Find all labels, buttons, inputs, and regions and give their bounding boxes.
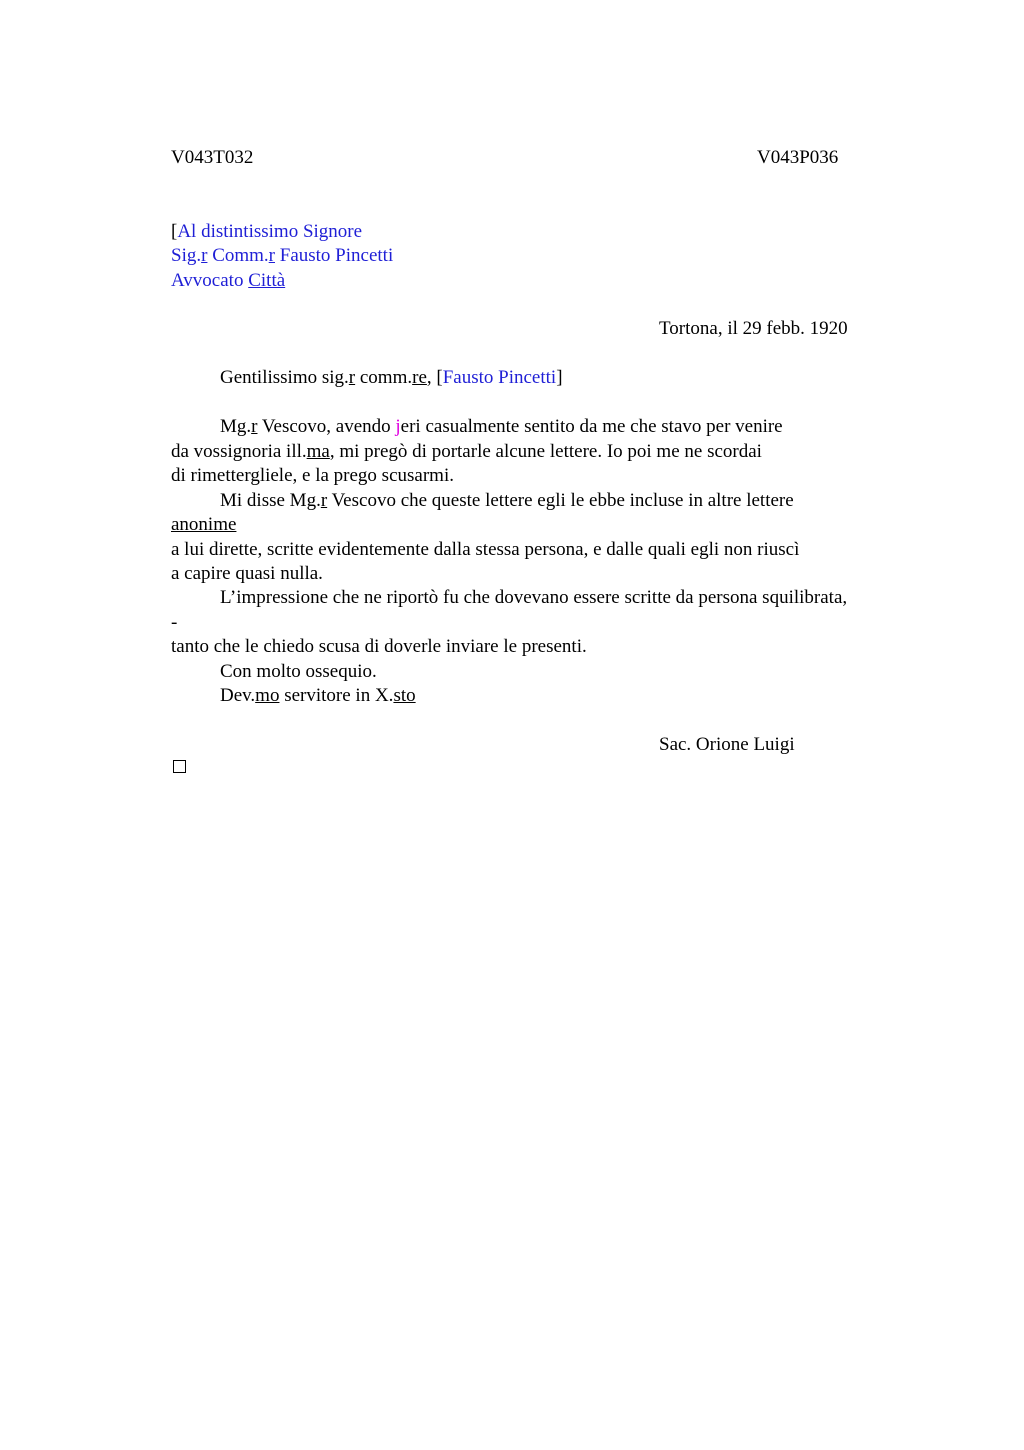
superscript-run: ma xyxy=(306,441,330,462)
salutation-name: Fausto Pincetti xyxy=(442,367,557,388)
letter-date: Tortona, il 29 febb. 1920 xyxy=(659,318,848,339)
body-paragraph-2-line-1 xyxy=(220,489,794,513)
address-line-1 xyxy=(171,220,362,244)
address-sig-superscript: r xyxy=(201,245,208,266)
text-run: Dev. xyxy=(220,685,256,706)
address-city: Città xyxy=(248,270,286,291)
address-comm: Comm. xyxy=(207,245,269,266)
text-run: Mi disse Mg. xyxy=(220,490,321,511)
salutation xyxy=(220,366,563,390)
body-paragraph-1-line-1 xyxy=(220,415,783,439)
text-run: da vossignoria ill. xyxy=(171,441,307,462)
checkbox-square-icon xyxy=(173,760,186,773)
highlighted-letter: j xyxy=(395,416,401,437)
address-line-3 xyxy=(171,269,285,293)
address-sig: Sig. xyxy=(171,245,202,266)
closing-servant xyxy=(220,684,416,708)
superscript-run: r xyxy=(320,490,328,511)
text-run: Mg. xyxy=(220,416,252,437)
text-run: , mi pregò di portarle alcune lettere. Io poi me ne scordai xyxy=(329,441,762,462)
archive-code-left: V043T032 xyxy=(171,147,254,168)
address-open-bracket: [ xyxy=(171,221,178,242)
text-run: Vescovo che queste lettere egli le ebbe incluse in altre lettere xyxy=(327,490,794,511)
body-paragraph-3-line-3: tanto che le chiedo scusa di doverle inviare le presenti. xyxy=(171,636,587,657)
salutation-text: Gentilissimo sig. xyxy=(220,367,349,388)
superscript-run: mo xyxy=(255,685,280,706)
body-paragraph-2-line-4: a capire quasi nulla. xyxy=(171,563,323,584)
address-line-2 xyxy=(171,244,393,268)
address-recipient-title: Al distintissimo Signore xyxy=(177,221,363,242)
archive-code-right: V043P036 xyxy=(757,147,839,168)
body-paragraph-1-line-2 xyxy=(171,440,762,464)
body-paragraph-3-line-1: L’impressione che ne riportò fu che dovevano essere scritte da persona squilibrata, xyxy=(220,587,848,608)
signature: Sac. Orione Luigi xyxy=(659,734,795,755)
body-paragraph-1-line-3: di rimettergliele, e la prego scusarmi. xyxy=(171,465,454,486)
salutation-bracket-open: , [ xyxy=(426,367,443,388)
body-paragraph-2-line-3: a lui dirette, scritte evidentemente dalla stessa persona, e dalle quali egli non riuscì xyxy=(171,539,800,560)
body-paragraph-2-line-2: anonime xyxy=(171,514,237,535)
text-run: Vescovo, avendo xyxy=(257,416,396,437)
address-name: Fausto Pincetti xyxy=(275,245,394,266)
salutation-bracket-close: ] xyxy=(556,367,563,388)
address-profession: Avvocato xyxy=(171,270,249,291)
salutation-superscript-2: re xyxy=(412,367,427,388)
salutation-text-2: comm. xyxy=(355,367,413,388)
text-run: servitore in X. xyxy=(279,685,394,706)
superscript-run: r xyxy=(251,416,258,437)
address-comm-superscript: r xyxy=(268,245,275,266)
body-paragraph-3-line-2: - xyxy=(171,612,178,633)
superscript-run: sto xyxy=(393,685,416,706)
salutation-superscript-1: r xyxy=(348,367,356,388)
closing-greeting: Con molto ossequio. xyxy=(220,661,377,682)
text-run: eri casualmente sentito da me che stavo per venire xyxy=(400,416,783,437)
